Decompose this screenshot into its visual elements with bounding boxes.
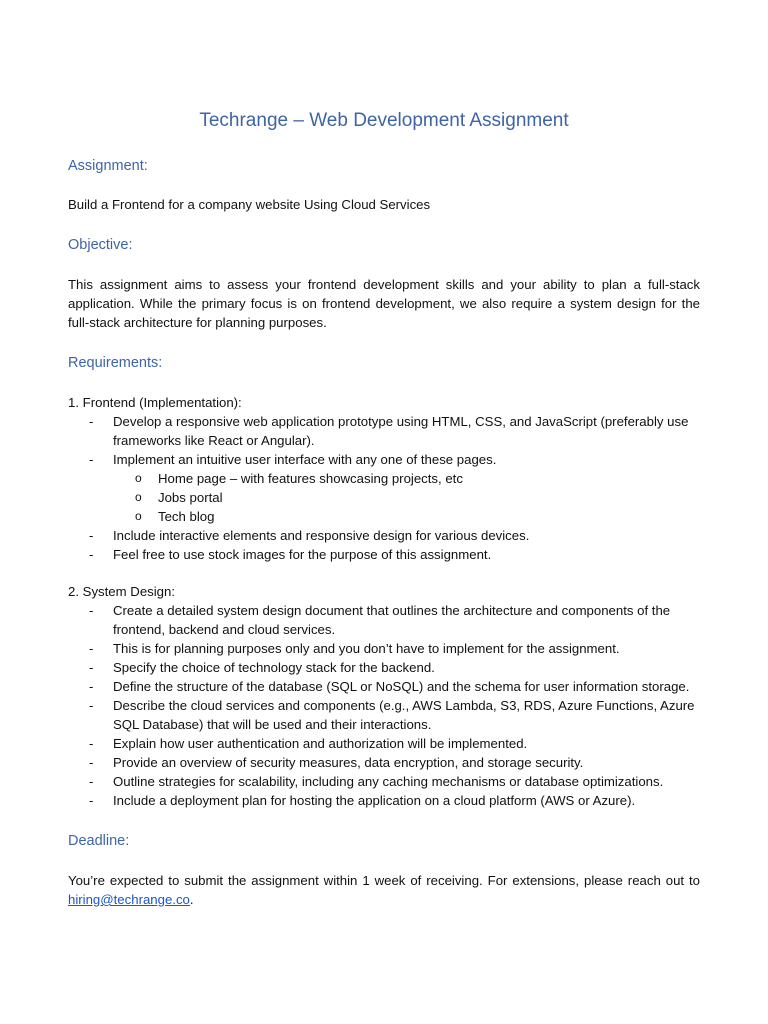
list-item-text: Include interactive elements and responsive design for various devices.: [113, 528, 530, 543]
dash-bullet: -: [89, 603, 94, 618]
list-item: [68, 545, 700, 564]
system-design-section-title: 2. System Design:: [68, 584, 176, 599]
dash-bullet: -: [89, 736, 94, 751]
requirements-heading: Requirements:: [68, 355, 163, 371]
list-item: [68, 791, 700, 810]
assignment-heading: Assignment:: [68, 158, 148, 174]
list-item: [68, 601, 700, 639]
dash-bullet: -: [89, 698, 94, 713]
list-item-text: Outline strategies for scalability, including any caching mechanisms or database optimizations.: [113, 774, 664, 789]
list-item: [68, 412, 700, 450]
list-item: [68, 753, 700, 772]
sub-list-item-text: Home page – with features showcasing projects, etc: [158, 471, 463, 486]
list-item-text: Create a detailed system design document that outlines the architecture and components of the frontend, backend and cloud services.: [113, 603, 671, 637]
sub-list-item: [68, 507, 700, 526]
dash-bullet: -: [89, 528, 94, 543]
page-options-list: [68, 469, 700, 526]
list-item-text: Include a deployment plan for hosting the application on a cloud platform (AWS or Azure).: [113, 793, 636, 808]
assignment-text: Build a Frontend for a company website Using Cloud Services: [68, 197, 431, 212]
list-item: [68, 526, 700, 545]
email-link[interactable]: hiring@techrange.co: [68, 892, 190, 907]
circle-bullet: o: [135, 471, 142, 485]
list-item-text: Specify the choice of technology stack for the backend.: [113, 660, 435, 675]
list-item: [68, 639, 700, 658]
system-design-requirements-list: [68, 601, 700, 810]
document-page: [68, 0, 700, 1024]
dash-bullet: -: [89, 679, 94, 694]
sub-list-item-text: Jobs portal: [158, 490, 223, 505]
list-item: [68, 658, 700, 677]
list-item-text: Implement an intuitive user interface with any one of these pages.: [113, 452, 497, 467]
deadline-text-before: You’re expected to submit the assignment within 1 week of receiving. For extensions, please reach out to: [68, 873, 700, 888]
deadline-heading: Deadline:: [68, 833, 130, 849]
sub-list-item: [68, 488, 700, 507]
list-item: [68, 772, 700, 791]
list-item: [68, 696, 700, 734]
frontend-section-title: 1. Frontend (Implementation):: [68, 395, 242, 410]
circle-bullet: o: [135, 490, 142, 504]
list-item-text: Describe the cloud services and components (e.g., AWS Lambda, S3, RDS, Azure Functions, Azure SQL Database) that will be used and their interactions.: [113, 698, 695, 732]
deadline-text: [68, 871, 700, 909]
list-item-text: Feel free to use stock images for the purpose of this assignment.: [113, 547, 492, 562]
list-item-text: Develop a responsive web application prototype using HTML, CSS, and JavaScript (preferably use frameworks like React or Angular).: [113, 414, 689, 448]
list-item-text: Define the structure of the database (SQL or NoSQL) and the schema for user information storage.: [113, 679, 690, 694]
list-item: [68, 677, 700, 696]
dash-bullet: -: [89, 414, 94, 429]
document-title: Techrange – Web Development Assignment: [199, 110, 569, 131]
list-item-text: Provide an overview of security measures, data encryption, and storage security.: [113, 755, 584, 770]
frontend-requirements-list: [68, 412, 700, 564]
list-item: [68, 734, 700, 753]
dash-bullet: -: [89, 774, 94, 789]
objective-heading: Objective:: [68, 237, 133, 253]
sub-list-item: [68, 469, 700, 488]
dash-bullet: -: [89, 660, 94, 675]
sub-list-item-text: Tech blog: [158, 509, 215, 524]
list-item: [68, 450, 700, 526]
dash-bullet: -: [89, 547, 94, 562]
list-item-text: This is for planning purposes only and you don’t have to implement for the assignment.: [113, 641, 620, 656]
list-item-text: Explain how user authentication and authorization will be implemented.: [113, 736, 528, 751]
dash-bullet: -: [89, 452, 94, 467]
dash-bullet: -: [89, 793, 94, 808]
dash-bullet: -: [89, 755, 94, 770]
dash-bullet: -: [89, 641, 94, 656]
objective-text: This assignment aims to assess your frontend development skills and your ability to plan a full-stack application. While the primary focus is on frontend development, we also require a system design for the full-stack architecture for planning purposes.: [68, 277, 700, 330]
circle-bullet: o: [135, 509, 142, 523]
deadline-text-after: .: [189, 892, 194, 907]
